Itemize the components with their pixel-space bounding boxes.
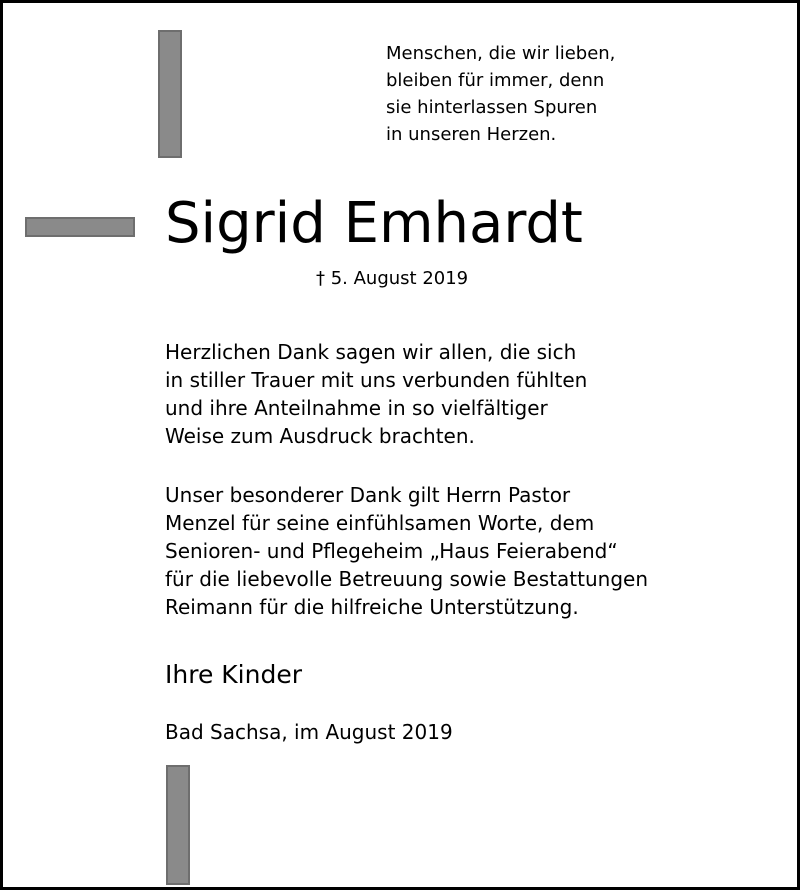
thanks-line: für die liebevolle Betreuung sowie Bestattungen [165,567,648,591]
motto-line: Menschen, die wir lieben, [386,43,616,64]
thanks-line: Unser besonderer Dank gilt Herrn Pastor [165,483,571,507]
thanks-line: in stiller Trauer mit uns verbunden fühlten [165,368,588,392]
thanks-line: Herzlichen Dank sagen wir allen, die sich [165,340,577,364]
place-date: Bad Sachsa, im August 2019 [165,720,453,744]
thanks-line: Reimann für die hilfreiche Unterstützung. [165,595,579,619]
cross-top-bar [158,30,182,158]
cross-bottom-bar [166,765,190,885]
thanks-line: und ihre Anteilnahme in so vielfältiger [165,396,548,420]
thanks-paragraph-2 [165,481,648,621]
motto-line: bleiben für immer, denn [386,70,605,91]
thanks-paragraph-1 [165,338,587,450]
motto-quote [386,40,615,148]
cross-left-bar [25,217,135,237]
death-date: † 5. August 2019 [316,268,469,289]
motto-line: sie hinterlassen Spuren [386,97,598,118]
thanks-line: Weise zum Ausdruck brachten. [165,424,475,448]
thanks-line: Menzel für seine einfühlsamen Worte, dem [165,511,595,535]
thanks-line: Senioren- und Pflegeheim „Haus Feierabend“ [165,539,618,563]
deceased-name: Sigrid Emhardt [165,191,583,256]
signature: Ihre Kinder [165,660,302,689]
motto-line: in unseren Herzen. [386,124,557,145]
